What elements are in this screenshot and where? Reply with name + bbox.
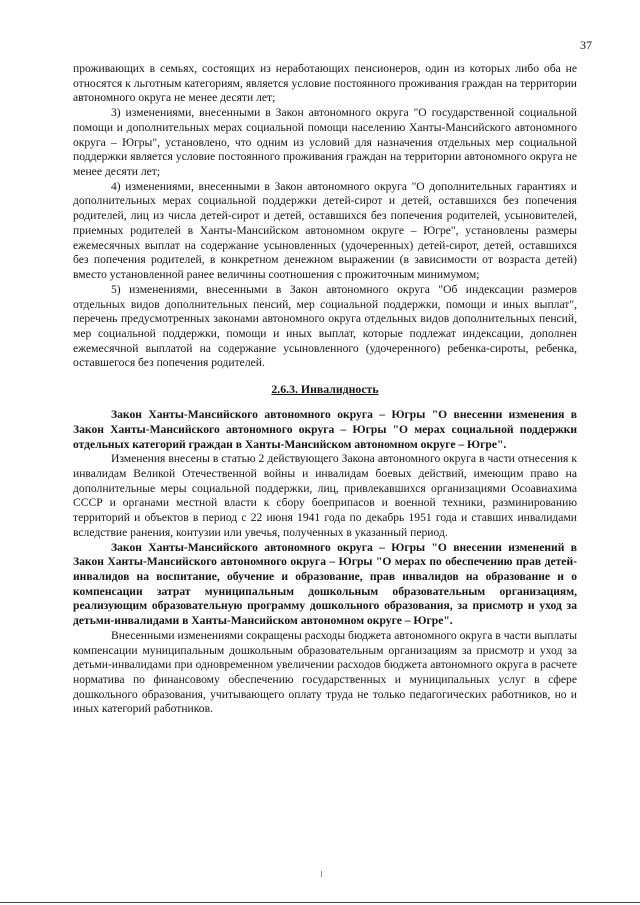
document-body bbox=[73, 62, 577, 717]
paragraph-item-3: 3) изменениями, внесенными в Закон автономного округа "О государственной социальной помощи и дополнительных мерах социальной помощи населению Ханты-Мансийского автономного округа – Югры", установлено, что одним из условий для назначения отдельных мер социальной поддержки является условие постоянного проживания граждан на территории автономного округа не менее десяти лет; bbox=[73, 106, 577, 179]
paragraph-item-4: 4) изменениями, внесенными в Закон автономного округа "О дополнительных гарантиях и дополнительных мерах социальной поддержки детей-сирот и детей, оставшихся без попечения родителей, лиц из числа детей-сирот и детей, оставшихся без попечения родителей, усыновителей, приемных родителей в Ханты-Мансийском автономном округе – Югре", установлены размеры ежемесячных выплат на содержание усыновленных (удочеренных) детей-сирот, детей, оставшихся без попечения родителей, в конкретном денежном выражении (в зависимости от возраста детей) вместо установленной ранее величины соотношения с прожиточным минимумом; bbox=[73, 179, 577, 282]
paragraph-continuation: проживающих в семьях, состоящих из неработающих пенсионеров, один из которых либо оба не относятся к льготным категориям, является условие постоянного проживания граждан на территории автономного округа не менее десяти лет; bbox=[73, 62, 577, 105]
law-description-2: Внесенными изменениями сокращены расходы бюджета автономного округа в части выплаты компенсации муниципальным дошкольным образовательным организациям за присмотр и уход за детьми-инвалидами при одновременном увеличении расходов бюджета автономного округа в расчете норматива по финансовому обеспечению государственных и муниципальных услуг в сфере дошкольного образования, учитывающего оплату труда не только педагогических работников, но и иных категорий работников. bbox=[73, 628, 577, 716]
law-description-1: Изменения внесены в статью 2 действующего Закона автономного округа в части отнесения к инвалидам Великой Отечественной войны и инвалидам боевых действий, имеющим право на дополнительные меры социальной поддержки, лиц, привлекавшихся организациями Осоавиахима СССР и органами местной власти к сбору боеприпасов и военной техники, разминированию территорий и объектов в период с 22 июня 1941 года по декабрь 1951 года и ставших инвалидами вследствие ранения, контузии или увечья, полученных в указанный период. bbox=[73, 452, 577, 539]
scan-artifact bbox=[321, 871, 322, 877]
paragraph-item-5: 5) изменениями, внесенными в Закон автономного округа "Об индексации размеров отдельных видов дополнительных пенсий, мер социальной поддержки, помощи и иных выплат", перечень предусмотренных законами автономного округа отдельных видов дополнительных пенсий, мер социальной поддержки, помощи и иных выплат, которые подлежат индексации, дополнен ежемесячной выплатой на содержание усыновленного (удочеренного) ребенка-сироты, ребенка, оставшегося без попечения родителей. bbox=[73, 282, 577, 370]
section-heading: 2.6.3. Инвалидность bbox=[271, 382, 379, 397]
law-title-1: Закон Ханты-Мансийского автономного округа – Югры "О внесении изменения в Закон Ханты-Мансийского автономного округа – Югры "О мерах социальной поддержки отдельных категорий граждан в Ханты-Мансийском автономном округе – Югре". bbox=[73, 408, 577, 451]
scan-edge-line bbox=[0, 902, 640, 903]
law-title-2: Закон Ханты-Мансийского автономного округа – Югры "О внесении изменений в Закон Ханты-Мансийского автономного округа – Югры "О мерах по обеспечению прав детей-инвалидов на воспитание, обучение и образование, прав инвалидов на образование и о компенсации затрат муниципальным дошкольным образовательным организациям, реализующим образовательную программу дошкольного образования, за присмотр и уход за детьми-инвалидами в Ханты-Мансийском автономном округе – Югре". bbox=[73, 540, 577, 628]
page-number: 37 bbox=[580, 38, 592, 52]
